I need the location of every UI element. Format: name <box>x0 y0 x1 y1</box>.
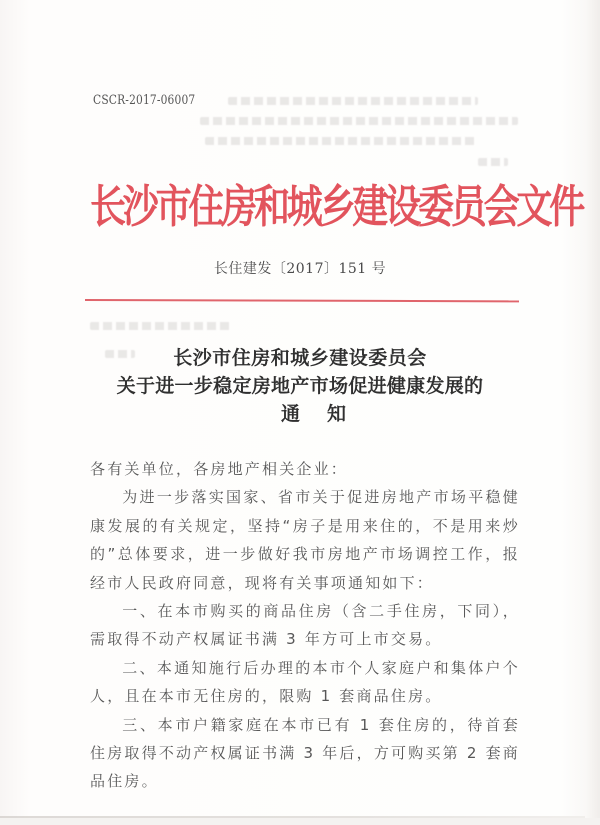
bleed-through-line <box>228 97 478 105</box>
paragraph-item-2: 二、本通知施行后办理的本市个人家庭户和集体户个人，且在本市无住房的，限购 1 套商品住房。 <box>90 658 520 706</box>
document-code: CSCR-2017-06007 <box>93 93 196 108</box>
page-bottom-margin <box>0 818 600 825</box>
notice-title-line-3: 通知 <box>280 403 373 425</box>
bleed-through-line <box>205 137 475 145</box>
notice-title-line-2: 关于进一步稳定房地产市场促进健康发展的 <box>116 375 484 397</box>
salutation: 各有关单位，各房地产相关企业： <box>90 460 349 478</box>
bleed-through-line <box>90 322 230 330</box>
notice-title-line-1: 长沙市住房和城乡建设委员会 <box>173 347 427 369</box>
page-edge-shadow <box>586 0 600 825</box>
paragraph-item-3: 三、本市户籍家庭在本市已有 1 套住房的，待首套住房取得不动产权属证书满 3 年后，方可购买第 2 套商品住房。 <box>90 715 520 791</box>
paragraph-item-1: 一、在本市购买的商品住房（含二手住房，下同），需取得不动产权属证书满 3 年方可上市交易。 <box>90 602 520 649</box>
notice-body <box>90 455 520 796</box>
paragraph-intro: 为进一步落实国家、省市关于促进房地产市场平稳健康发展的有关规定，坚持“房子是用来住的，不是用来炒的”总体要求，进一步做好我市房地产市场调控工作，报经市人民政府同意，现将有关事项通知如下： <box>90 488 520 592</box>
bleed-through-line <box>200 117 518 125</box>
red-divider-rule <box>85 299 519 302</box>
bleed-through-line <box>478 158 508 166</box>
document-number: 长住建发〔2017〕151 号 <box>213 261 387 277</box>
issuer-header: 长沙市住房和城乡建设委员会文件 <box>90 181 583 233</box>
